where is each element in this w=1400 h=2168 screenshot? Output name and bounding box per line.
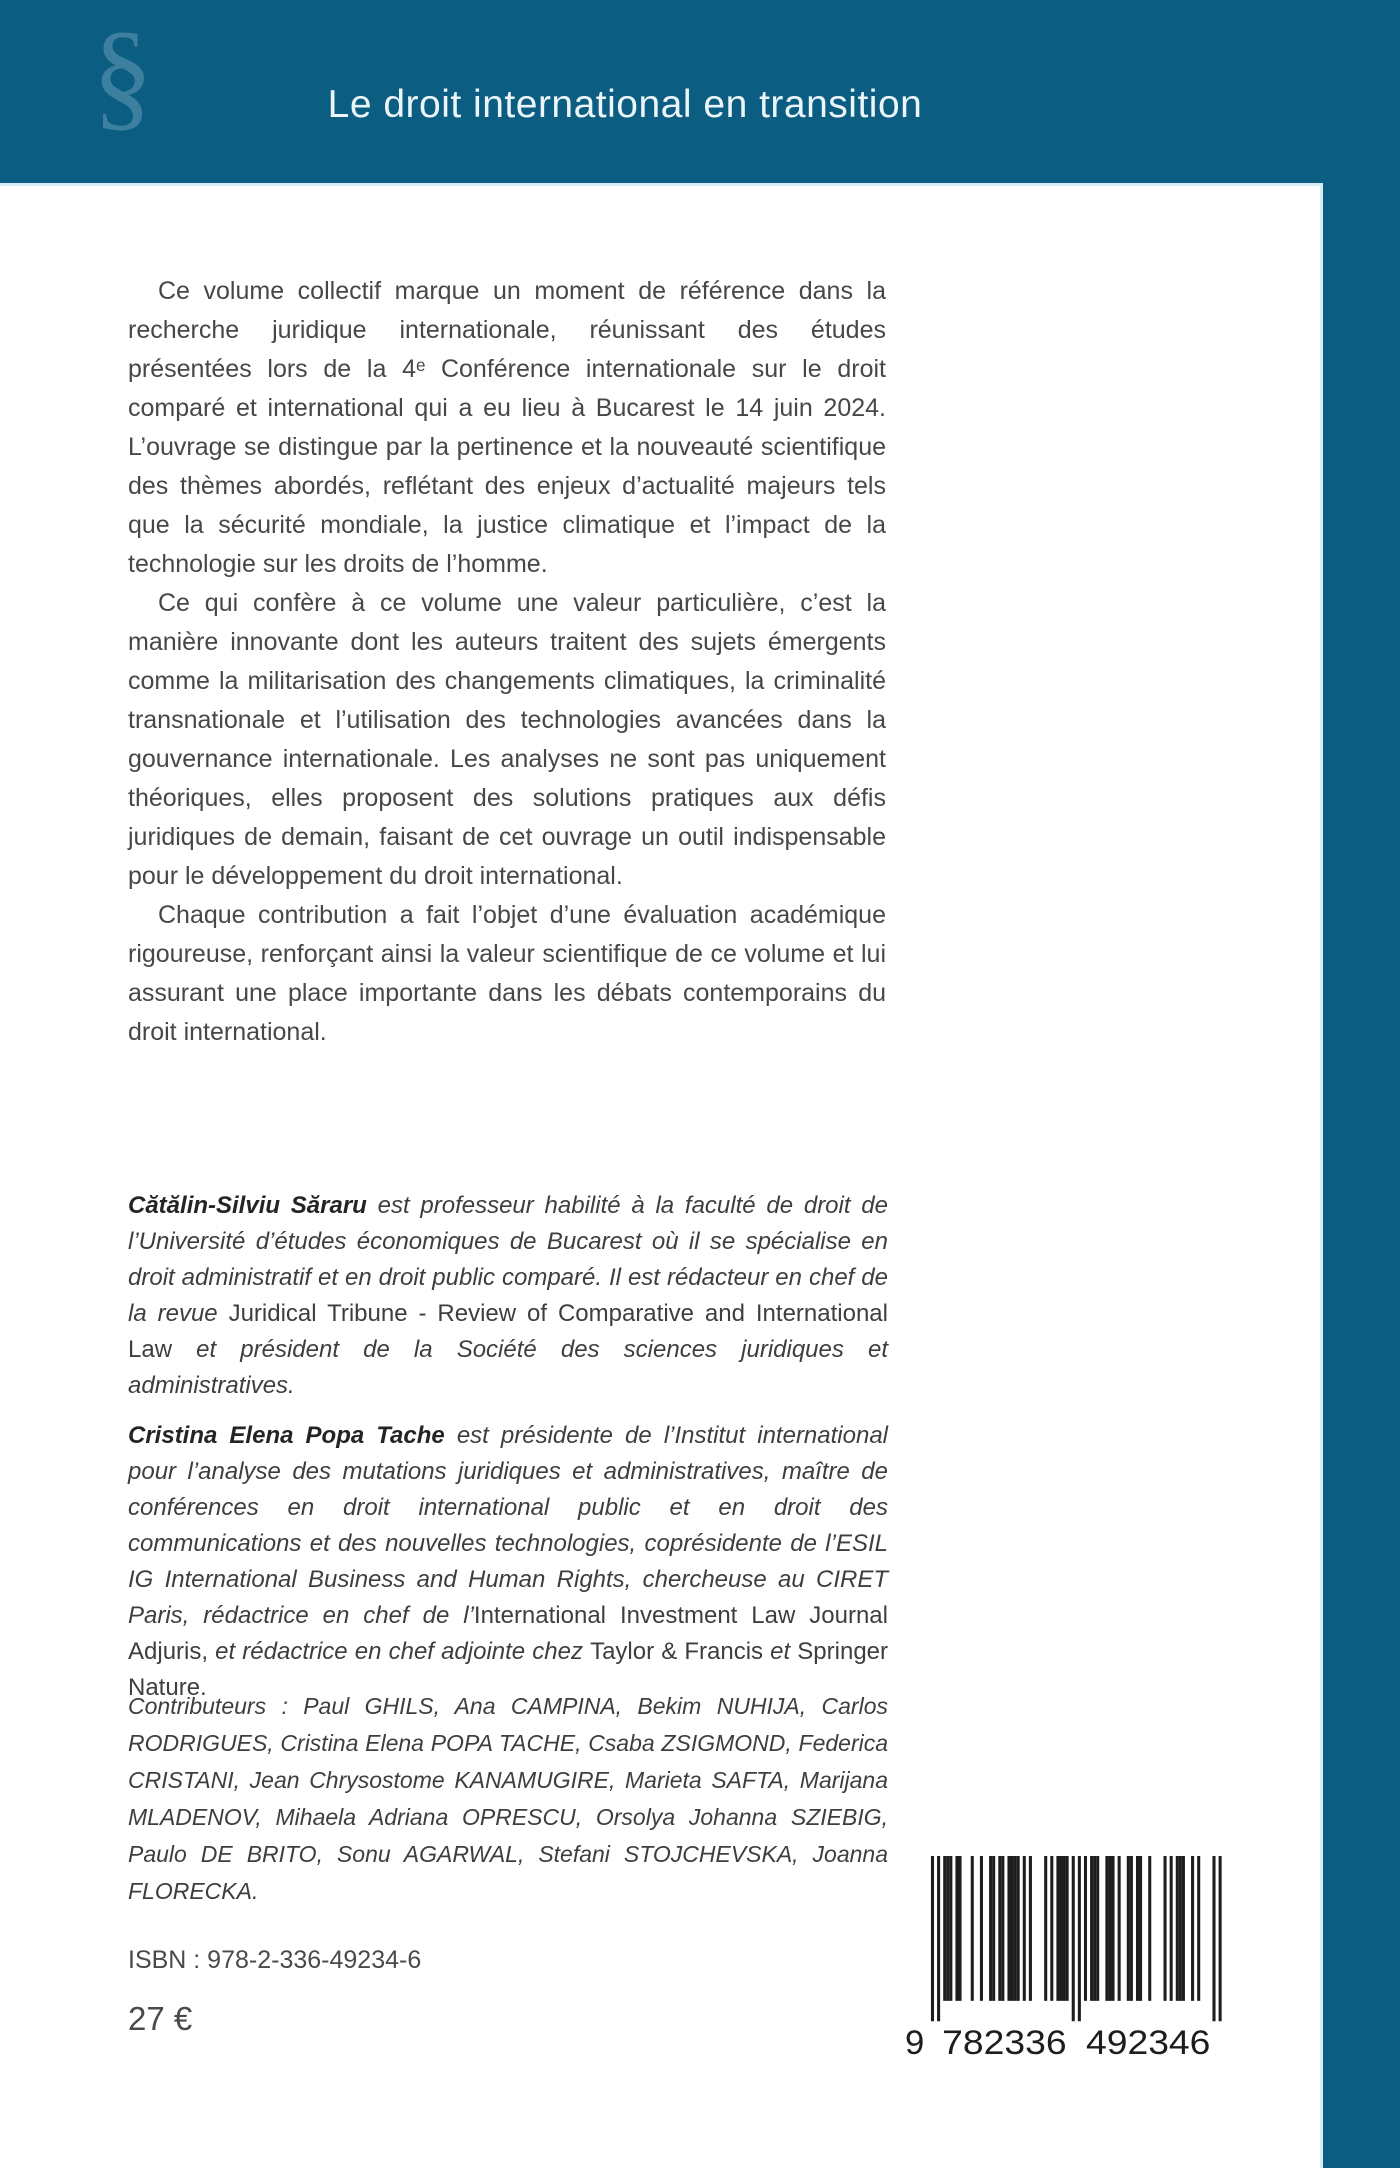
author-name: Cătălin-Silviu Săraru [128, 1192, 367, 1219]
barcode-bar [1197, 1856, 1200, 2001]
barcode-bar [1136, 1856, 1139, 2001]
author-bio [128, 1418, 888, 1706]
barcode-bar [980, 1856, 983, 2001]
barcode-bar [949, 1856, 952, 2001]
synopsis-paragraph: Ce qui confère à ce volume une valeur particulière, c’est la manière innovante dont les auteurs traitent des sujets émergents comme la militarisation des changements climatiques, la criminalité transnationale et l’utilisation des technologies avancées dans la gouvernance internationale. Les analyses ne sont pas uniquement théoriques, elles proposent des solutions pratiques aux défis juridiques de demain, faisant de cet ouvrage un outil indispensable pour le développement du droit international. [128, 589, 886, 890]
section-paragraph-icon: § [92, 7, 153, 142]
barcode-bar [1182, 1856, 1185, 2001]
barcode-bar [1096, 1856, 1099, 2001]
book-title: Le droit international en transition [327, 82, 923, 126]
barcode-bar [1191, 1856, 1194, 2001]
bio-text-segment: Juridical Tribune - Review of Comparative and International Law [128, 1300, 888, 1363]
synopsis-paragraph: Chaque contribution a fait l’objet d’une évaluation académique rigoureuse, renforçant ainsi la valeur scientifique de ce volume et lui assurant une place importante dans les débats contemporains du droit international. [128, 901, 886, 1046]
price-text: 27 € [128, 2000, 193, 2037]
barcode-bar [1127, 1856, 1130, 2001]
barcode-bar [1084, 1856, 1087, 2001]
barcode-bar [1105, 1856, 1108, 2001]
barcode-bar [971, 1856, 974, 2001]
barcode-bar [943, 1856, 946, 2001]
barcode-bar [1179, 1856, 1182, 2001]
header-band [0, 0, 1400, 183]
barcode-bar [1017, 1856, 1020, 2001]
bio-text-segment: Springer Nature. [128, 1638, 889, 1701]
barcode-bar [1029, 1856, 1032, 2001]
barcode-bar [946, 1856, 949, 2001]
barcode-bar [998, 1856, 1001, 2001]
right-edge-band [1323, 183, 1400, 2168]
barcode-bar [1111, 1856, 1114, 2001]
bio-text-segment: est présidente de l’Institut international pour l’analyse des mutations juridiques et administratives, maître de conférences en droit international public et en droit des communications et des nouvelles technologies, coprésidente de l’ESIL IG International Business and Human Rights, chercheuse au CIRET Paris, rédactrice en chef de l’ [128, 1422, 889, 1629]
barcode-bar [989, 1856, 992, 2001]
barcode-bar [1212, 1856, 1215, 2021]
barcode-bar [1170, 1856, 1173, 2001]
barcode-bar [931, 1856, 934, 2021]
author-bio [128, 1188, 888, 1404]
barcode-bar [1007, 1856, 1010, 2001]
barcode-bar [1176, 1856, 1179, 2001]
barcode-bar [1219, 1856, 1222, 2021]
barcode-bar [955, 1856, 958, 2001]
barcode-bar [1001, 1856, 1004, 2001]
bio-text-segment: et [763, 1638, 798, 1665]
barcode-bar [1130, 1856, 1133, 2001]
barcode-bar [1118, 1856, 1121, 2001]
barcode-bar [1011, 1856, 1014, 2001]
barcode-bar [1090, 1856, 1093, 2001]
barcode-bar [1059, 1856, 1062, 2001]
barcode-bar [1078, 1856, 1081, 2021]
bio-text-segment: et rédactrice en chef adjointe chez [208, 1638, 591, 1665]
barcode-bar [1139, 1856, 1142, 2001]
bio-text-segment: et président de la Société des sciences juridiques et administratives. [128, 1336, 888, 1399]
barcode-bar [1072, 1856, 1075, 2021]
barcode-bar [1108, 1856, 1111, 2001]
barcode-bar [958, 1856, 961, 2001]
synopsis [128, 272, 886, 1052]
barcode-bar [1093, 1856, 1096, 2001]
header-edge-highlight [0, 183, 1323, 186]
ean-barcode [900, 1856, 1222, 2060]
isbn-text: ISBN : 978-2-336-49234-6 [128, 1946, 422, 1974]
barcode-bar [1050, 1856, 1053, 2001]
barcode-bar [992, 1856, 995, 2001]
author-name: Cristina Elena Popa Tache [128, 1422, 445, 1449]
barcode-digits: 782336 [942, 2023, 1067, 2060]
barcode-bar [1014, 1856, 1017, 2001]
barcode-bar [1063, 1856, 1066, 2001]
barcode-digits: 9 [904, 2023, 925, 2060]
bio-text-segment: International Investment Law Journal Adjuris, [128, 1602, 888, 1665]
ean-barcode-svg [900, 1856, 1222, 2060]
bio-text-segment: Taylor & Francis [590, 1638, 764, 1665]
contributors-paragraph: Contributeurs : Paul GHILS, Ana CAMPINA, Bekim NUHIJA, Carlos RODRIGUES, Cristina Elena POPA TACHE, Csaba ZSIGMOND, Federica CRISTANI, Jean Chrysostome KANAMUGIRE, Marieta SAFTA, Marijana MLADENOV, Mihaela Adriana OPRESCU, Orsolya Johanna SZIEBIG, Paulo DE BRITO, Sonu AGARWAL, Stefani STOJCHEVSKA, Joanna FLORECKA. [128, 1693, 888, 1904]
barcode-digits: 492346 [1085, 2023, 1211, 2060]
barcode-bar [1044, 1856, 1047, 2001]
right-edge-highlight [1320, 183, 1323, 2168]
barcode-bar [1023, 1856, 1026, 2001]
synopsis-paragraph: Ce volume collectif marque un moment de référence dans la recherche juridique internationale, réunissant des études présentées lors de la 4ᵉ Conférence internationale sur le droit comparé et international qui a eu lieu à Bucarest le 14 juin 2024. L’ouvrage se distingue par la pertinence et la nouveauté scientifique des thèmes abordés, reflétant des enjeux d’actualité majeurs tels que la sécurité mondiale, la justice climatique et l’impact de la technologie sur les droits de l’homme. [128, 277, 886, 578]
barcode-bar [1148, 1856, 1151, 2001]
barcode-bar [937, 1856, 940, 2021]
bio-text-segment: est professeur habilité à la faculté de droit de l’Université d’études économiques de Bucarest où il se spécialise en droit administratif et en droit public comparé. Il est rédacteur en chef de la revue [128, 1192, 888, 1327]
barcode-bar [1066, 1856, 1069, 2001]
barcode-bar [1056, 1856, 1059, 2001]
barcode-bar [1164, 1856, 1167, 2001]
